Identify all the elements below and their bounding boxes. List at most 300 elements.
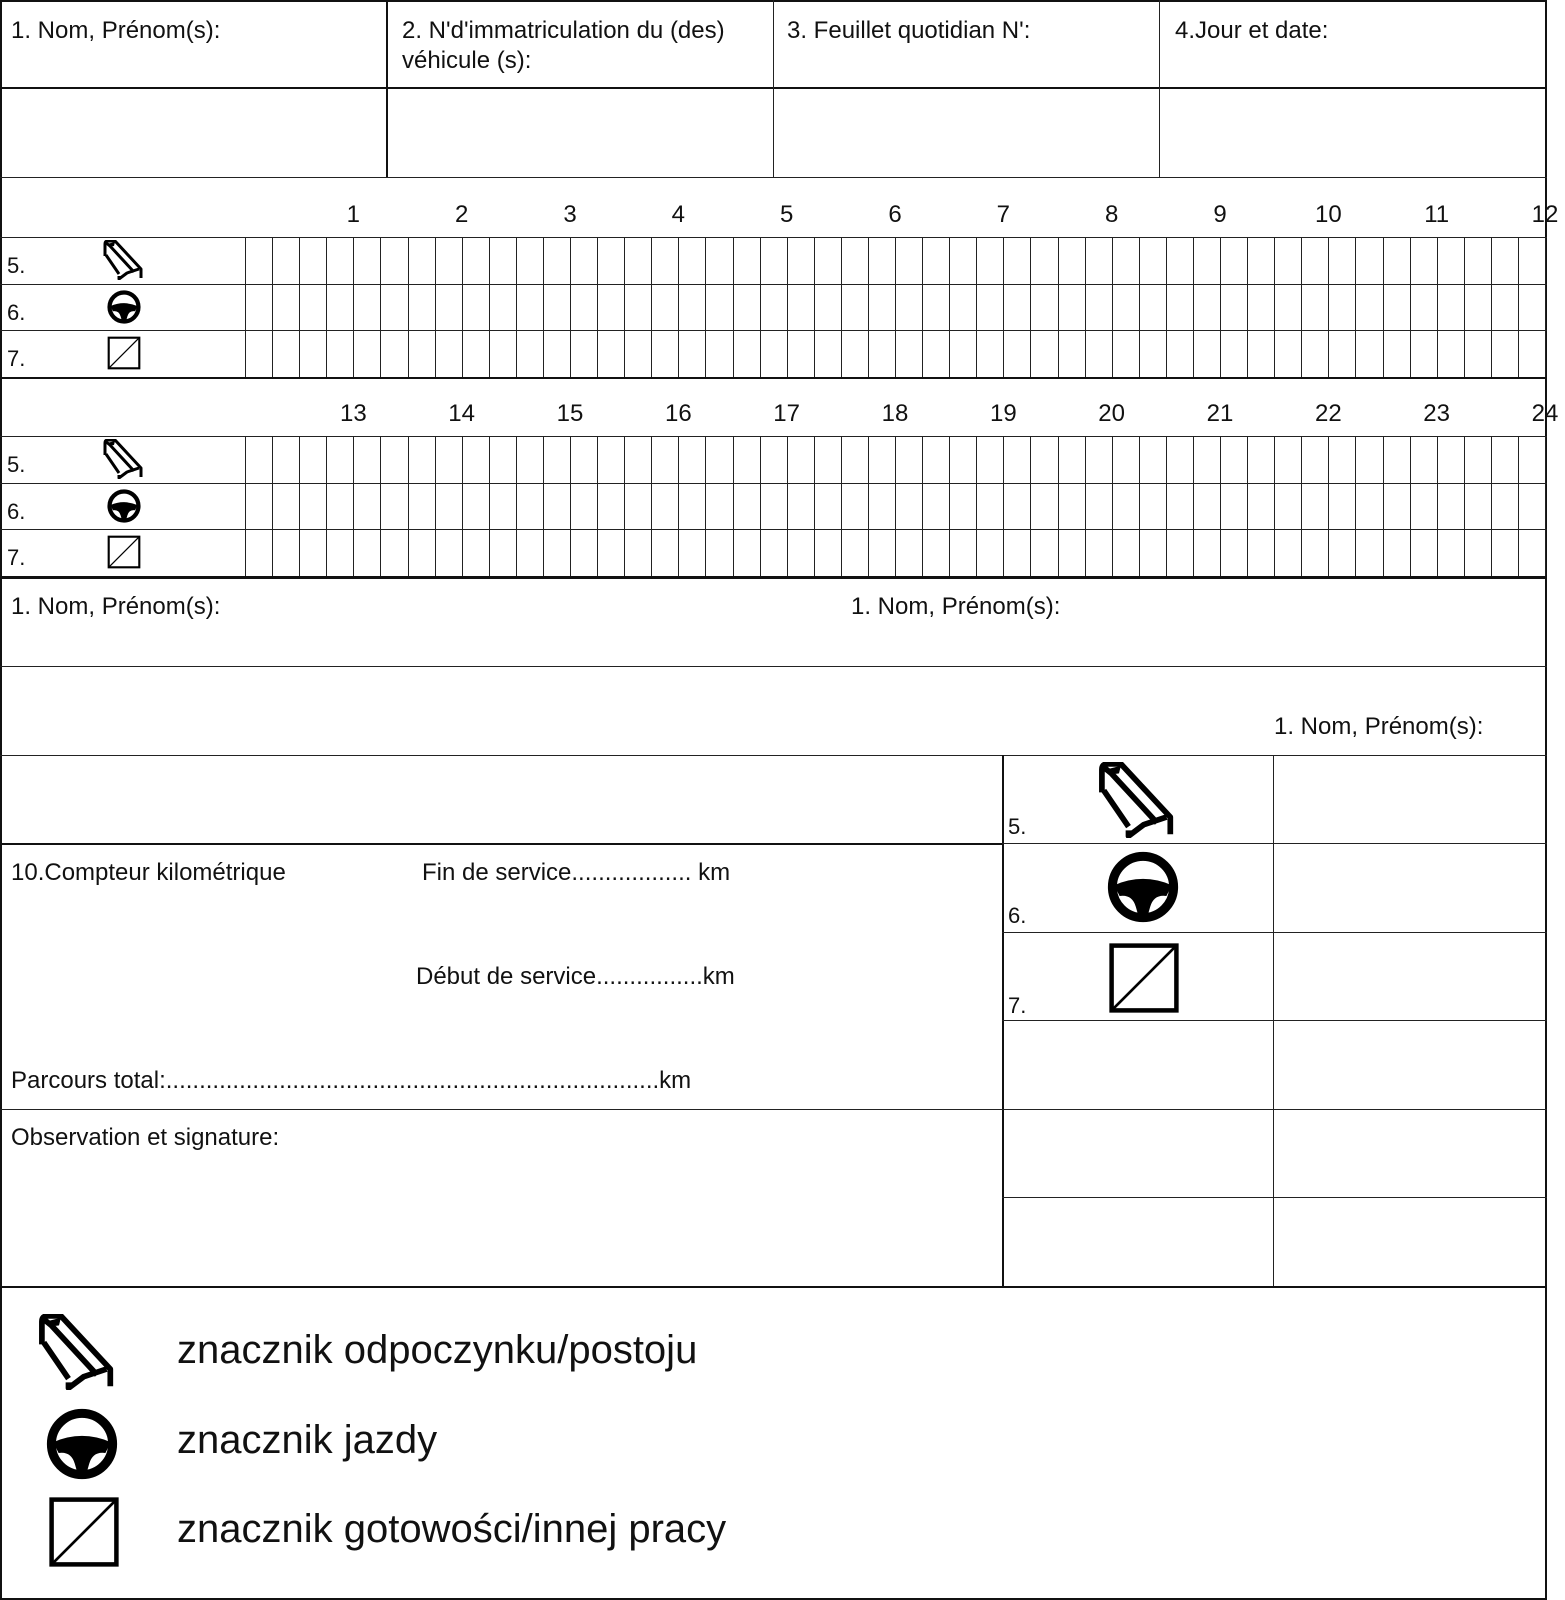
time-cell[interactable] [788, 285, 814, 331]
time-cell[interactable] [463, 238, 489, 284]
name-center-label: 1. Nom, Prénom(s): [851, 593, 1061, 620]
time-cell[interactable] [842, 331, 868, 377]
time-cell[interactable] [923, 484, 949, 530]
time-cell[interactable] [1384, 484, 1410, 530]
time-cell[interactable] [544, 285, 570, 331]
time-cell[interactable] [490, 285, 516, 331]
time-cell[interactable] [1329, 484, 1355, 530]
time-cell[interactable] [354, 530, 380, 576]
time-cell[interactable] [327, 530, 353, 576]
time-cell[interactable] [381, 530, 407, 576]
time-cell[interactable] [1221, 331, 1247, 377]
time-cell[interactable] [354, 285, 380, 331]
time-cell[interactable] [1492, 484, 1518, 530]
time-cell[interactable] [1113, 238, 1139, 284]
time-cell[interactable] [815, 285, 841, 331]
time-cell[interactable] [1113, 484, 1139, 530]
time-cell[interactable] [409, 530, 435, 576]
time-cell[interactable] [869, 285, 895, 331]
time-cell[interactable] [977, 530, 1003, 576]
time-cell[interactable] [1059, 530, 1085, 576]
time-cell[interactable] [1384, 285, 1410, 331]
time-cell[interactable] [436, 331, 462, 377]
time-cell[interactable] [950, 484, 976, 530]
time-cell[interactable] [1059, 484, 1085, 530]
time-cell[interactable] [1356, 331, 1382, 377]
time-cell[interactable] [300, 437, 326, 483]
time-cell[interactable] [950, 437, 976, 483]
time-cell[interactable] [706, 285, 732, 331]
time-cell[interactable] [1384, 331, 1410, 377]
time-cell[interactable] [354, 238, 380, 284]
time-cell[interactable] [571, 238, 597, 284]
observation-input[interactable] [2, 1150, 1000, 1284]
time-cell[interactable] [625, 285, 651, 331]
time-cell[interactable] [734, 437, 760, 483]
time-cell[interactable] [1438, 285, 1464, 331]
time-cell[interactable] [761, 331, 787, 377]
time-cell[interactable] [1411, 484, 1437, 530]
time-cell[interactable] [490, 530, 516, 576]
time-cell[interactable] [571, 331, 597, 377]
time-cell[interactable] [815, 437, 841, 483]
time-cell[interactable] [1113, 331, 1139, 377]
time-cell[interactable] [327, 285, 353, 331]
time-cell[interactable] [1031, 285, 1057, 331]
time-cell[interactable] [327, 437, 353, 483]
time-cell[interactable] [598, 437, 624, 483]
time-cell[interactable] [1113, 437, 1139, 483]
time-cell[interactable] [896, 484, 922, 530]
time-cell[interactable] [950, 285, 976, 331]
time-cell[interactable] [273, 484, 299, 530]
time-cell[interactable] [490, 484, 516, 530]
time-cell[interactable] [1221, 285, 1247, 331]
time-cell[interactable] [1275, 331, 1301, 377]
time-cell[interactable] [1302, 530, 1328, 576]
time-cell[interactable] [354, 484, 380, 530]
time-cell[interactable] [436, 484, 462, 530]
header-sheet-number-input[interactable] [775, 90, 1158, 176]
time-cell[interactable] [842, 484, 868, 530]
time-cell[interactable] [544, 437, 570, 483]
time-cell[interactable] [381, 238, 407, 284]
time-cell[interactable] [1329, 285, 1355, 331]
time-cell[interactable] [517, 484, 543, 530]
bed-icon [36, 1314, 120, 1390]
time-cell[interactable] [761, 285, 787, 331]
time-cell[interactable] [598, 331, 624, 377]
time-cell[interactable] [1411, 238, 1437, 284]
time-cell[interactable] [1465, 238, 1491, 284]
time-cell[interactable] [300, 530, 326, 576]
time-cell[interactable] [517, 437, 543, 483]
time-cell[interactable] [1086, 331, 1112, 377]
time-cell[interactable] [409, 238, 435, 284]
time-cell[interactable] [354, 437, 380, 483]
time-cell[interactable] [706, 530, 732, 576]
time-cell[interactable] [1031, 530, 1057, 576]
odometer-total-distance[interactable]: Parcours total:..........................................................................km [11, 1067, 692, 1094]
time-cell[interactable] [327, 484, 353, 530]
time-cell[interactable] [1384, 437, 1410, 483]
time-cell[interactable] [1004, 238, 1030, 284]
time-cell[interactable] [1248, 285, 1274, 331]
time-cell[interactable] [896, 331, 922, 377]
time-cell[interactable] [327, 331, 353, 377]
time-cell[interactable] [409, 437, 435, 483]
header-registration-input[interactable] [388, 90, 772, 176]
time-cell[interactable] [1004, 484, 1030, 530]
time-cell[interactable] [463, 331, 489, 377]
time-cell[interactable] [1086, 437, 1112, 483]
time-cell[interactable] [1194, 530, 1220, 576]
time-cell[interactable] [1465, 437, 1491, 483]
time-cell[interactable] [869, 437, 895, 483]
time-cell[interactable] [1465, 484, 1491, 530]
time-cell[interactable] [517, 331, 543, 377]
time-cell[interactable] [246, 484, 272, 530]
time-cell[interactable] [788, 484, 814, 530]
time-cell[interactable] [652, 484, 678, 530]
time-cell[interactable] [734, 331, 760, 377]
time-cell[interactable] [1275, 484, 1301, 530]
time-cell[interactable] [490, 437, 516, 483]
time-cell[interactable] [1275, 285, 1301, 331]
time-cell[interactable] [1438, 437, 1464, 483]
time-cell[interactable] [977, 331, 1003, 377]
time-cell[interactable] [246, 238, 272, 284]
time-cell[interactable] [1465, 331, 1491, 377]
time-cell[interactable] [1031, 238, 1057, 284]
time-cell[interactable] [896, 285, 922, 331]
time-cell[interactable] [381, 484, 407, 530]
time-cell[interactable] [761, 238, 787, 284]
time-cell[interactable] [1221, 530, 1247, 576]
time-cell[interactable] [1519, 437, 1545, 483]
time-cell[interactable] [1519, 530, 1545, 576]
time-cell[interactable] [679, 437, 705, 483]
time-cell[interactable] [977, 484, 1003, 530]
time-cell[interactable] [490, 331, 516, 377]
time-cell[interactable] [652, 331, 678, 377]
time-cell[interactable] [1438, 530, 1464, 576]
time-cell[interactable] [381, 331, 407, 377]
time-cell[interactable] [517, 530, 543, 576]
time-cell[interactable] [1167, 331, 1193, 377]
time-cell[interactable] [436, 437, 462, 483]
time-cell[interactable] [950, 238, 976, 284]
time-cell[interactable] [273, 530, 299, 576]
time-cell[interactable] [1004, 285, 1030, 331]
time-cell[interactable] [1519, 331, 1545, 377]
time-cell[interactable] [923, 530, 949, 576]
time-cell[interactable] [1113, 530, 1139, 576]
time-cell[interactable] [1194, 331, 1220, 377]
time-cell[interactable] [1275, 437, 1301, 483]
time-cell[interactable] [1086, 285, 1112, 331]
time-cell[interactable] [1356, 437, 1382, 483]
time-cell[interactable] [788, 530, 814, 576]
time-cell[interactable] [463, 437, 489, 483]
time-cell[interactable] [409, 484, 435, 530]
time-cell[interactable] [1356, 484, 1382, 530]
time-cell[interactable] [1329, 238, 1355, 284]
header-date-input[interactable] [1161, 90, 1545, 176]
time-cell[interactable] [734, 530, 760, 576]
time-cell[interactable] [1492, 331, 1518, 377]
time-cell[interactable] [1329, 530, 1355, 576]
time-cell[interactable] [679, 484, 705, 530]
time-cell[interactable] [490, 238, 516, 284]
time-cell[interactable] [1302, 285, 1328, 331]
time-cell[interactable] [1356, 238, 1382, 284]
time-cell[interactable] [544, 331, 570, 377]
time-cell[interactable] [1492, 437, 1518, 483]
time-cell[interactable] [625, 437, 651, 483]
time-cell[interactable] [679, 285, 705, 331]
time-cell[interactable] [1059, 437, 1085, 483]
time-cell[interactable] [1465, 530, 1491, 576]
time-cell[interactable] [354, 331, 380, 377]
time-cell[interactable] [679, 530, 705, 576]
time-cell[interactable] [1492, 530, 1518, 576]
time-cell[interactable] [869, 238, 895, 284]
header-name-input[interactable] [2, 90, 384, 176]
time-cell[interactable] [1519, 285, 1545, 331]
time-cell[interactable] [517, 238, 543, 284]
time-cell[interactable] [869, 484, 895, 530]
time-cell[interactable] [1194, 238, 1220, 284]
time-cell[interactable] [625, 530, 651, 576]
time-cell[interactable] [1329, 437, 1355, 483]
time-cell[interactable] [679, 331, 705, 377]
time-cell[interactable] [1086, 484, 1112, 530]
time-cell[interactable] [327, 238, 353, 284]
time-cell[interactable] [1004, 530, 1030, 576]
time-cell[interactable] [273, 437, 299, 483]
time-cell[interactable] [1356, 530, 1382, 576]
time-cell[interactable] [625, 484, 651, 530]
time-cell[interactable] [1438, 484, 1464, 530]
time-cell[interactable] [706, 331, 732, 377]
time-cell[interactable] [1140, 285, 1166, 331]
time-cell[interactable] [1275, 238, 1301, 284]
time-cell[interactable] [1140, 238, 1166, 284]
time-cell[interactable] [706, 238, 732, 284]
time-cell[interactable] [571, 285, 597, 331]
time-cell[interactable] [246, 285, 272, 331]
time-cell[interactable] [788, 437, 814, 483]
time-cell[interactable] [1031, 437, 1057, 483]
time-cell[interactable] [381, 437, 407, 483]
time-cell[interactable] [1031, 484, 1057, 530]
time-cell[interactable] [869, 530, 895, 576]
time-cell[interactable] [1086, 530, 1112, 576]
time-cell[interactable] [1438, 238, 1464, 284]
time-cell[interactable] [923, 238, 949, 284]
time-cell[interactable] [273, 331, 299, 377]
time-cell[interactable] [842, 530, 868, 576]
time-cell[interactable] [734, 484, 760, 530]
time-cell[interactable] [950, 530, 976, 576]
time-cell[interactable] [598, 484, 624, 530]
time-cell[interactable] [246, 530, 272, 576]
time-cell[interactable] [1492, 285, 1518, 331]
time-cell[interactable] [1248, 484, 1274, 530]
time-cell[interactable] [815, 530, 841, 576]
time-cell[interactable] [842, 238, 868, 284]
time-cell[interactable] [409, 331, 435, 377]
time-cell[interactable] [300, 238, 326, 284]
time-cell[interactable] [1248, 437, 1274, 483]
time-cell[interactable] [1004, 331, 1030, 377]
time-cell[interactable] [1411, 331, 1437, 377]
time-cell[interactable] [1248, 530, 1274, 576]
time-cell[interactable] [598, 285, 624, 331]
time-cell[interactable] [463, 484, 489, 530]
time-cell[interactable] [300, 484, 326, 530]
time-cell[interactable] [815, 484, 841, 530]
time-cell[interactable] [1194, 285, 1220, 331]
time-cell[interactable] [761, 437, 787, 483]
time-cell[interactable] [544, 238, 570, 284]
time-cell[interactable] [1059, 238, 1085, 284]
time-cell[interactable] [1194, 437, 1220, 483]
time-cell[interactable] [1356, 285, 1382, 331]
time-cell[interactable] [1329, 331, 1355, 377]
time-cell[interactable] [1004, 437, 1030, 483]
time-cell[interactable] [896, 530, 922, 576]
time-cell[interactable] [571, 530, 597, 576]
time-cell[interactable] [1221, 238, 1247, 284]
time-cell[interactable] [300, 331, 326, 377]
time-cell[interactable] [544, 530, 570, 576]
time-cell[interactable] [1167, 484, 1193, 530]
time-cell[interactable] [1167, 238, 1193, 284]
time-cell[interactable] [652, 285, 678, 331]
time-cell[interactable] [977, 285, 1003, 331]
time-cell[interactable] [571, 437, 597, 483]
time-cell[interactable] [761, 530, 787, 576]
time-cell[interactable] [625, 331, 651, 377]
time-cell[interactable] [273, 238, 299, 284]
time-cell[interactable] [1221, 484, 1247, 530]
time-cell[interactable] [869, 331, 895, 377]
time-cell[interactable] [1519, 238, 1545, 284]
time-cell[interactable] [652, 437, 678, 483]
time-cell[interactable] [1167, 530, 1193, 576]
time-cell[interactable] [1140, 484, 1166, 530]
time-cell[interactable] [1194, 484, 1220, 530]
time-cell[interactable] [1411, 285, 1437, 331]
time-cell[interactable] [1411, 530, 1437, 576]
time-cell[interactable] [977, 437, 1003, 483]
time-cell[interactable] [436, 285, 462, 331]
time-cell[interactable] [652, 238, 678, 284]
time-cell[interactable] [1275, 530, 1301, 576]
odometer-end-of-service[interactable]: Fin de service.................. km [422, 859, 731, 886]
time-cell[interactable] [1059, 285, 1085, 331]
time-cell[interactable] [436, 530, 462, 576]
time-cell[interactable] [1519, 484, 1545, 530]
time-cell[interactable] [300, 285, 326, 331]
time-cell[interactable] [1140, 437, 1166, 483]
time-cell[interactable] [706, 484, 732, 530]
time-cell[interactable] [544, 484, 570, 530]
time-cell[interactable] [1465, 285, 1491, 331]
time-cell[interactable] [517, 285, 543, 331]
time-cell[interactable] [436, 238, 462, 284]
time-cell[interactable] [923, 437, 949, 483]
time-cell[interactable] [788, 238, 814, 284]
time-cell[interactable] [381, 285, 407, 331]
time-cell[interactable] [706, 437, 732, 483]
time-cell[interactable] [463, 530, 489, 576]
time-cell[interactable] [1248, 331, 1274, 377]
time-cell[interactable] [1302, 484, 1328, 530]
time-cell[interactable] [734, 238, 760, 284]
time-cell[interactable] [463, 285, 489, 331]
time-cell[interactable] [842, 437, 868, 483]
time-cell[interactable] [246, 331, 272, 377]
hour-label: 19 [989, 400, 1017, 427]
time-cell[interactable] [1248, 238, 1274, 284]
time-cell[interactable] [246, 437, 272, 483]
time-cell[interactable] [1302, 331, 1328, 377]
odometer-start-of-service[interactable]: Début de service................km [416, 963, 735, 990]
time-cell[interactable] [788, 331, 814, 377]
time-cell[interactable] [896, 238, 922, 284]
time-cell[interactable] [273, 285, 299, 331]
time-cell[interactable] [1438, 331, 1464, 377]
time-cell[interactable] [1086, 238, 1112, 284]
time-cell[interactable] [1113, 285, 1139, 331]
time-cell[interactable] [1140, 530, 1166, 576]
time-cell[interactable] [679, 238, 705, 284]
hour-label: 21 [1206, 400, 1234, 427]
time-cell[interactable] [761, 484, 787, 530]
time-cell[interactable] [598, 530, 624, 576]
time-cell[interactable] [1221, 437, 1247, 483]
time-cell[interactable] [1167, 437, 1193, 483]
time-cell[interactable] [1384, 238, 1410, 284]
time-cell[interactable] [652, 530, 678, 576]
time-cell[interactable] [1140, 331, 1166, 377]
time-cell[interactable] [896, 437, 922, 483]
time-cell[interactable] [815, 238, 841, 284]
time-cell[interactable] [625, 238, 651, 284]
time-cell[interactable] [815, 331, 841, 377]
time-cell[interactable] [409, 285, 435, 331]
time-cell[interactable] [598, 238, 624, 284]
time-cell[interactable] [1059, 331, 1085, 377]
time-cell[interactable] [1302, 437, 1328, 483]
time-cell[interactable] [923, 285, 949, 331]
time-cell[interactable] [1302, 238, 1328, 284]
time-cell[interactable] [1167, 285, 1193, 331]
time-cell[interactable] [842, 285, 868, 331]
time-cell[interactable] [977, 238, 1003, 284]
time-cell[interactable] [950, 331, 976, 377]
time-cell[interactable] [923, 331, 949, 377]
time-cell[interactable] [1031, 331, 1057, 377]
time-cell[interactable] [1384, 530, 1410, 576]
time-cell[interactable] [1411, 437, 1437, 483]
time-cell[interactable] [734, 285, 760, 331]
time-cell[interactable] [571, 484, 597, 530]
time-cell[interactable] [1492, 238, 1518, 284]
